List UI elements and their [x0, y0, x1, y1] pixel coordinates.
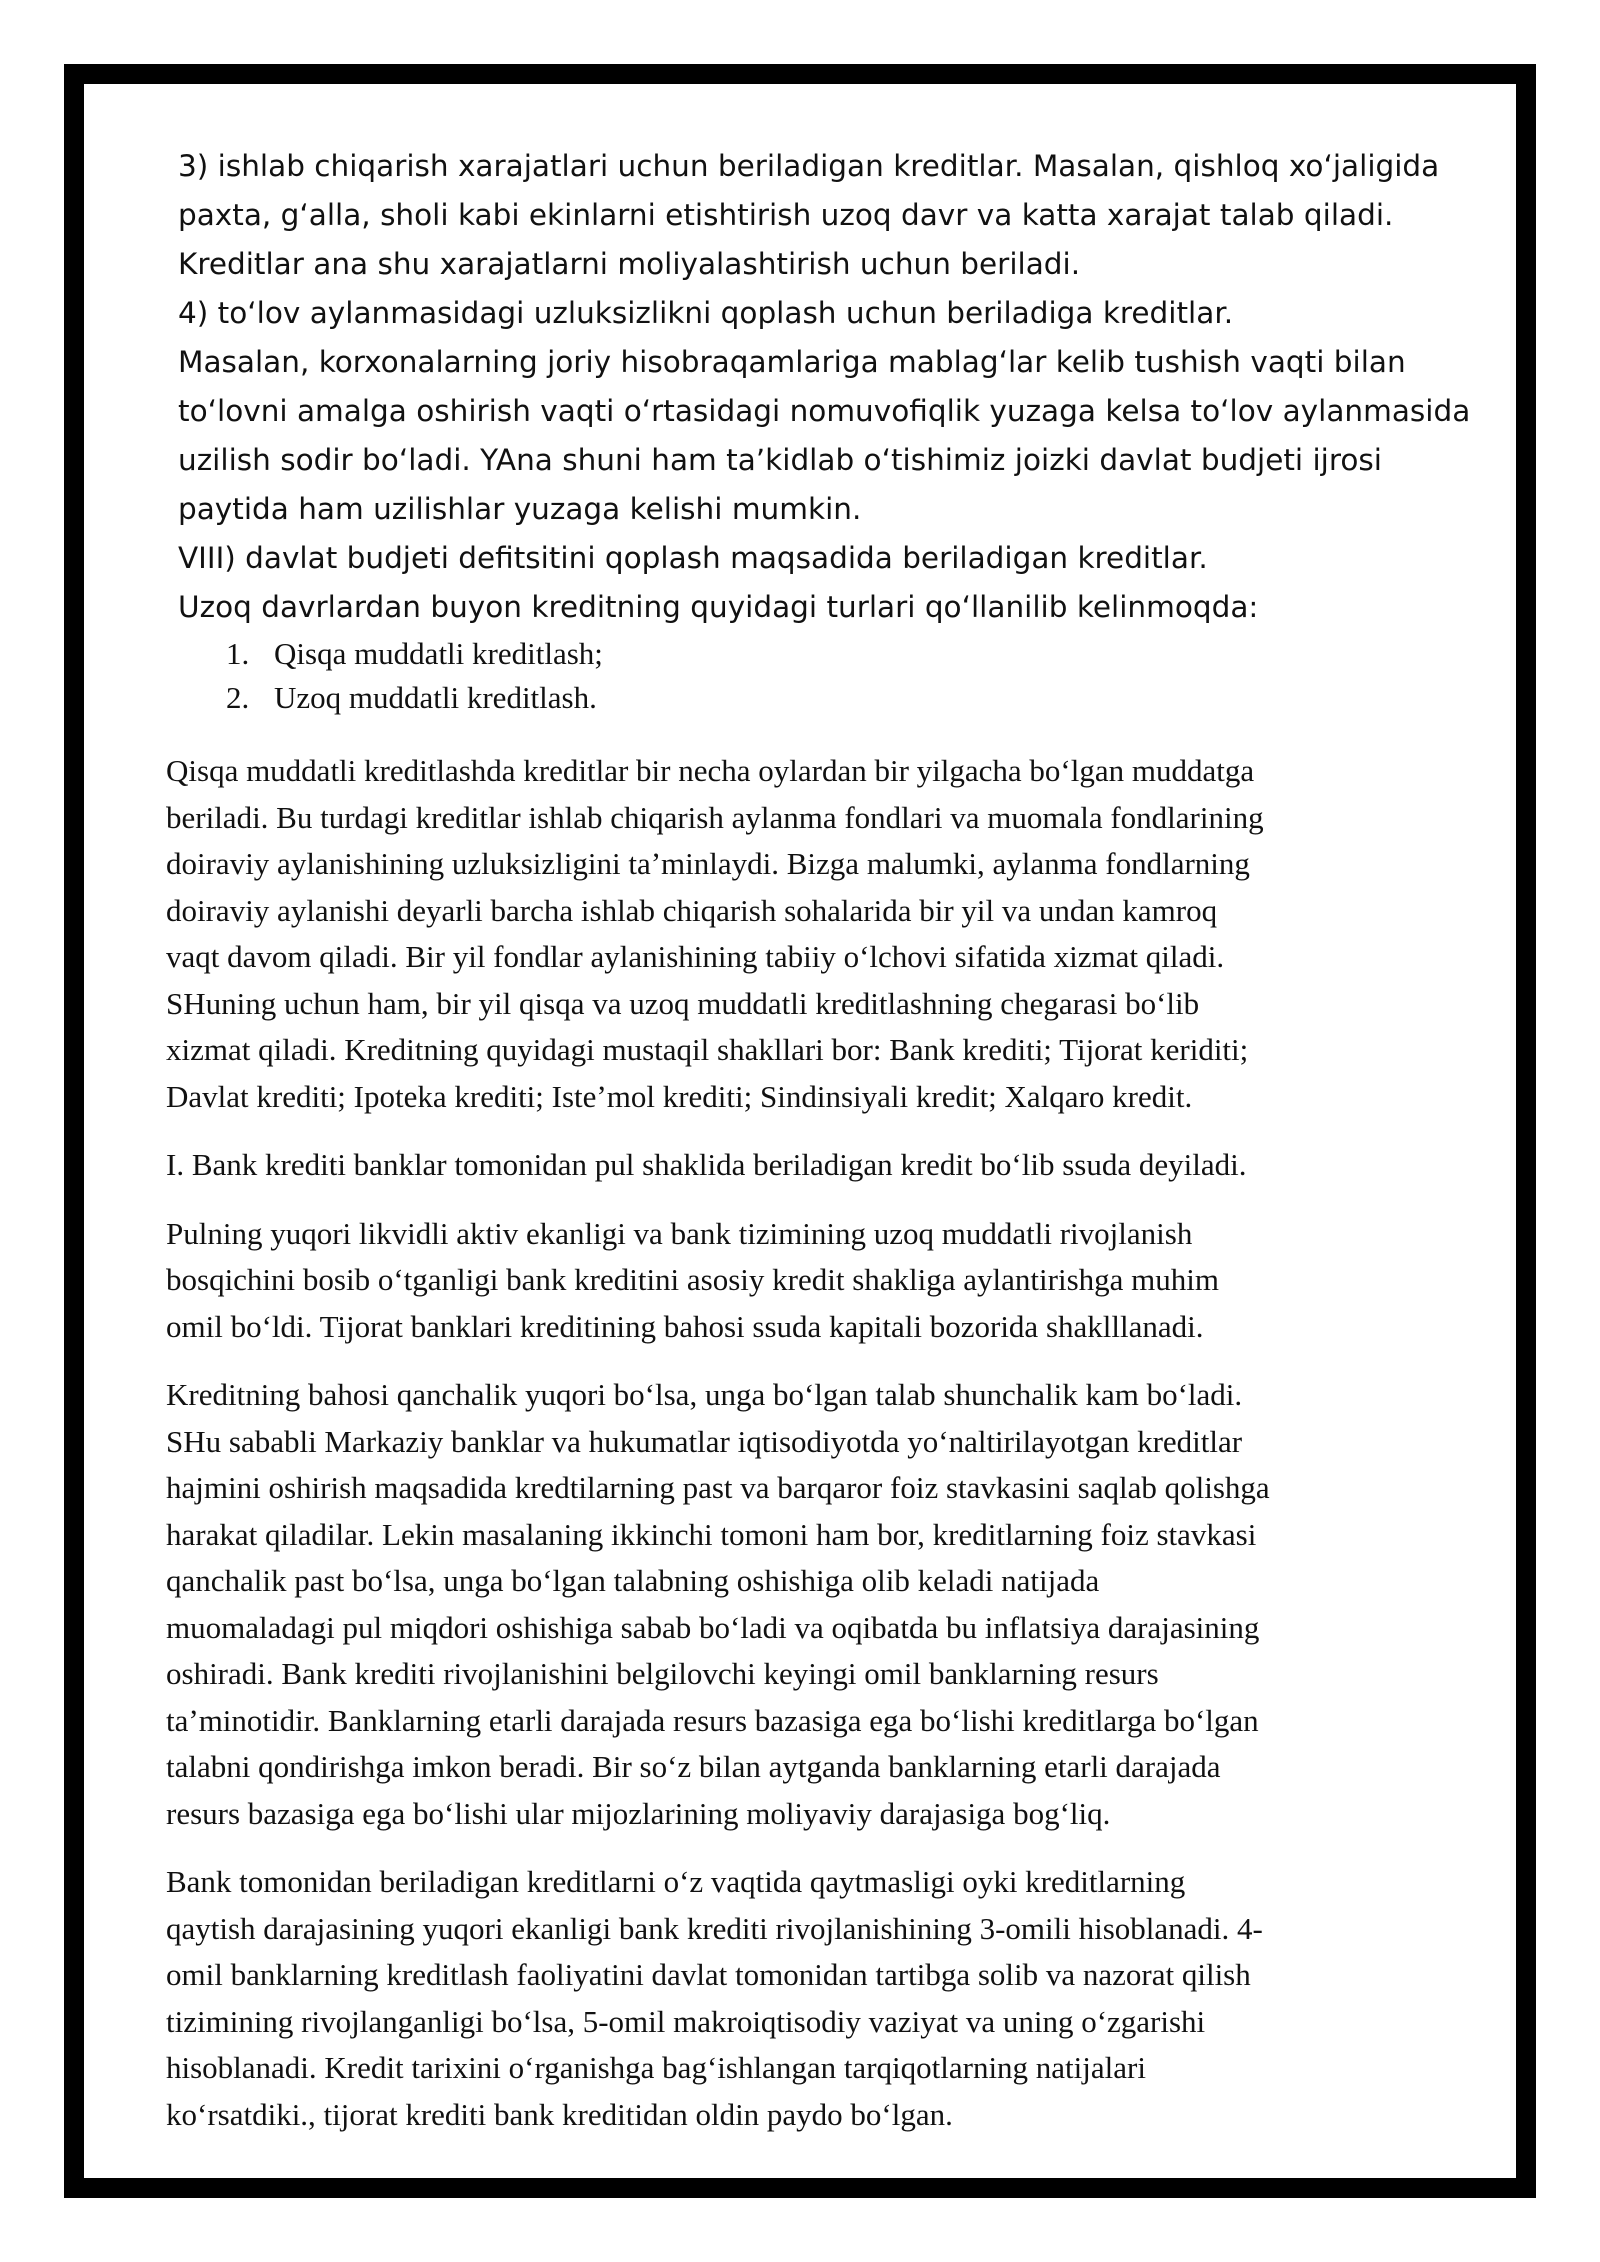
- text-line: 4) toʻlov aylanmasidagi uzluksizlikni qoplash uchun beriladiga kreditlar.: [178, 296, 1234, 330]
- text-line: beriladi. Bu turdagi kreditlar ishlab chiqarish aylanma fondlari va muomala fondlarining: [166, 799, 1264, 835]
- list-item-text: Qisqa muddatli kreditlash;: [274, 636, 603, 671]
- text-line: xizmat qiladi. Kreditning quyidagi mustaqil shakllari bor: Bank krediti; Tijorat keriditi;: [166, 1032, 1249, 1067]
- text-line: paytida ham uzilishlar yuzaga kelishi mumkin.: [178, 492, 862, 526]
- text-line: 3) ishlab chiqarish xarajatlari uchun beriladigan kreditlar. Masalan, qishloq xoʻjaligida: [178, 149, 1440, 183]
- text-line: Davlat krediti; Ipoteka krediti; Isteʼmol krediti; Sindinsiyali kredit; Xalqaro kredit.: [166, 1078, 1193, 1114]
- text-line: koʻrsatdiki., tijorat krediti bank kreditidan oldin paydo boʻlgan.: [166, 2096, 953, 2132]
- text-line: muomaladagi pul miqdori oshishiga sabab boʻladi va oqibatda bu inflatsiya darajasining: [166, 1609, 1260, 1645]
- text-line: uzilish sodir boʻladi. YAna shuni ham taʼkidlab oʻtishimiz joizki davlat budjeti ijrosi: [178, 443, 1382, 477]
- text-line: Masalan, korxonalarning joriy hisobraqamlariga mablagʻlar kelib tushish vaqti bilan: [178, 345, 1406, 379]
- paragraph-credit-price: [166, 1372, 1566, 1837]
- text-line: hajmini oshirish maqsadida kredtilarning past va barqaror foiz stavkasini saqlab qolishga: [166, 1470, 1270, 1505]
- text-line: Kreditning bahosi qanchalik yuqori boʻlsa, unga boʻlgan talab shunchalik kam boʻladi.: [166, 1377, 1243, 1412]
- intro-section: [178, 142, 1566, 632]
- text-line: SHu sababli Markaziy banklar va hukumatlar iqtisodiyotda yoʻnaltirilayotgan kreditlar: [166, 1423, 1243, 1459]
- text-line: paxta, gʻalla, sholi kabi ekinlarni etishtirish uzoq davr va katta xarajat talab qiladi.: [178, 198, 1394, 232]
- text-line: tizimining rivojlanganligi boʻlsa, 5-omil makroiqtisodiy vaziyat va uning oʻzgarishi: [166, 2003, 1206, 2039]
- text-line: Bank tomonidan beriladigan kreditlarni oʻz vaqtida qaytmasligi oyki kreditlarning: [166, 1864, 1186, 1899]
- text-line: SHuning uchun ham, bir yil qisqa va uzoq muddatli kreditlashning chegarasi boʻlib: [166, 985, 1200, 1021]
- credit-types-list: [166, 632, 1566, 720]
- text-line: vaqt davom qiladi. Bir yil fondlar aylanishining tabiiy oʻlchovi sifatida xizmat qiladi.: [166, 939, 1225, 974]
- text-line: Kreditlar ana shu xarajatlarni moliyalashtirish uchun beriladi.: [178, 247, 1081, 281]
- text-line: resurs bazasiga ega boʻlishi ular mijozlarining moliyaviy darajasiga bogʻliq.: [166, 1795, 1111, 1831]
- text-line: oshiradi. Bank krediti rivojlanishini belgilovchi keyingi omil banklarning resurs: [166, 1656, 1159, 1691]
- text-line: Pulning yuqori likvidli aktiv ekanligi va bank tizimining uzoq muddatli rivojlanish: [166, 1215, 1193, 1251]
- text-line: Qisqa muddatli kreditlashda kreditlar bir necha oylardan bir yilgacha boʻlgan muddatga: [166, 753, 1255, 788]
- paragraph-liquidity: [166, 1211, 1566, 1351]
- text-line: qaytish darajasining yuqori ekanligi bank krediti rivojlanishining 3-omili hisoblanadi. 4-: [166, 1910, 1263, 1946]
- paragraph-short-term-credit: [166, 748, 1566, 1120]
- text-line: omil banklarning kreditlash faoliyatini davlat tomonidan tartibga solib va nazorat qilish: [166, 1957, 1251, 1992]
- page-border-frame: [64, 64, 1536, 2198]
- text-line: hisoblanadi. Kredit tarixini oʻrganishga bagʻishlangan tarqiqotlarning natijalari: [166, 2050, 1146, 2085]
- list-item-text: Uzoq muddatli kreditlash.: [274, 680, 597, 715]
- text-line: I. Bank krediti banklar tomonidan pul shaklida beriladigan kredit boʻlib ssuda deyiladi.: [166, 1147, 1247, 1182]
- list-item: [226, 676, 1566, 720]
- paragraph-credit-factors: [166, 1859, 1566, 2138]
- text-line: talabni qondirishga imkon beradi. Bir soʻz bilan aytganda banklarning etarli darajada: [166, 1749, 1221, 1784]
- text-line: doiraviy aylanishi deyarli barcha ishlab chiqarish sohalarida bir yil va undan kamroq: [166, 892, 1218, 928]
- list-item: [226, 632, 1566, 676]
- text-line: toʻlovni amalga oshirish vaqti oʻrtasidagi nomuvofiqlik yuzaga kelsa toʻlov aylanmasida: [178, 394, 1471, 428]
- text-line: VIII) davlat budjeti defitsitini qoplash maqsadida beriladigan kreditlar.: [178, 541, 1208, 575]
- text-line: qanchalik past boʻlsa, unga boʻlgan talabning oshishiga olib keladi natijada: [166, 1563, 1100, 1598]
- list-number: 1.: [226, 636, 250, 671]
- list-number: 2.: [226, 680, 250, 715]
- text-line: bosqichini bosib oʻtganligi bank kreditini asosiy kredit shakliga aylantirishga muhim: [166, 1262, 1219, 1297]
- text-line: omil boʻldi. Tijorat banklari kreditining bahosi ssuda kapitali bozorida shaklllanadi.: [166, 1308, 1204, 1344]
- text-line: Uzoq davrlardan buyon kreditning quyidagi turlari qoʻllanilib kelinmoqda:: [178, 590, 1259, 624]
- document-body: [166, 142, 1566, 2138]
- text-line: doiraviy aylanishining uzluksizligini taʼminlaydi. Bizga malumki, aylanma fondlarning: [166, 846, 1250, 881]
- text-line: taʼminotidir. Banklarning etarli darajada resurs bazasiga ega boʻlishi kreditlarga boʻlgan: [166, 1702, 1259, 1738]
- text-line: harakat qiladilar. Lekin masalaning ikkinchi tomoni ham bor, kreditlarning foiz stavkasi: [166, 1516, 1257, 1552]
- paragraph-bank-credit-definition: [166, 1142, 1566, 1189]
